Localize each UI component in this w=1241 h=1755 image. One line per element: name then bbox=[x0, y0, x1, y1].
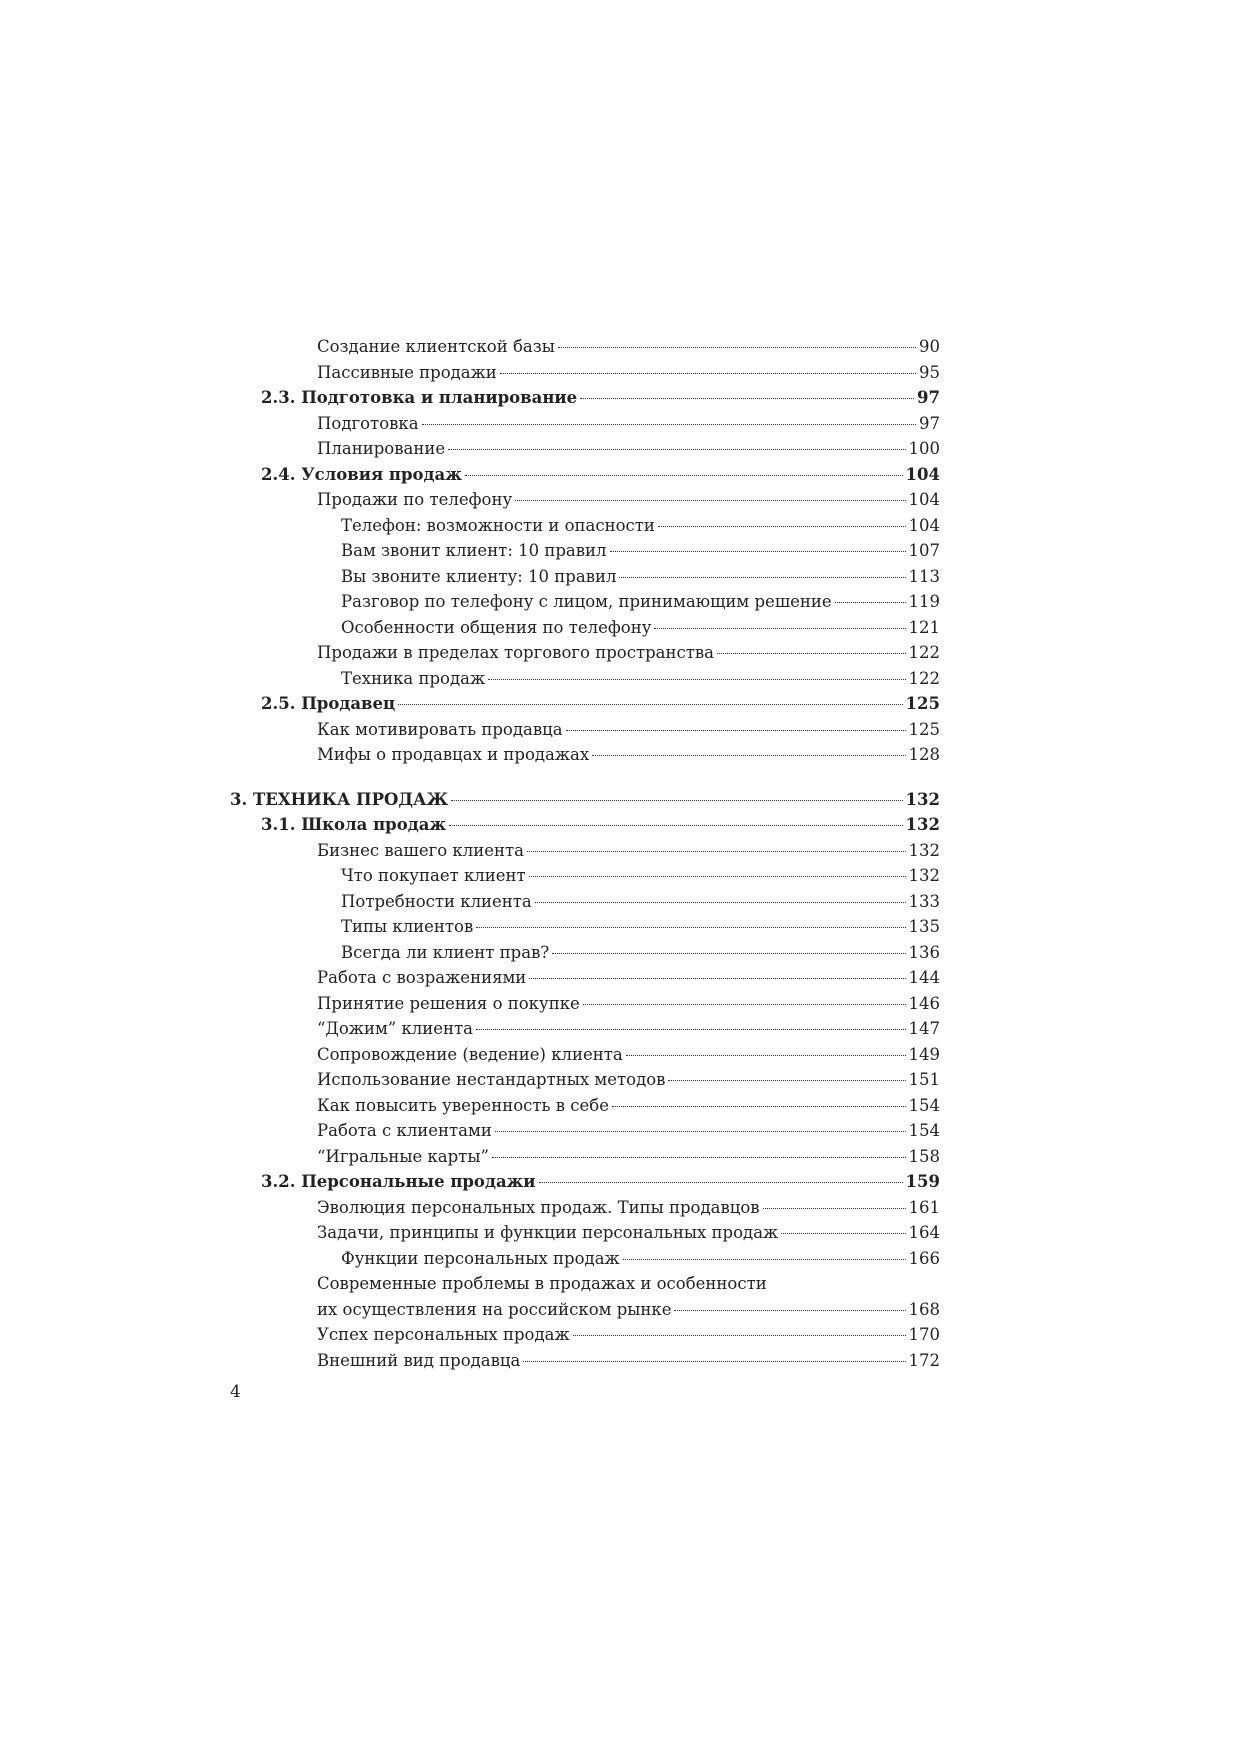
toc-entry-title: “Игральные карты” bbox=[317, 1146, 489, 1166]
toc-entry-page: 154 bbox=[908, 1095, 940, 1115]
toc-entry-title: Как повысить уверенность в себе bbox=[317, 1095, 609, 1115]
toc-entry bbox=[230, 334, 940, 360]
toc-entry bbox=[230, 462, 940, 488]
toc-entry-title: 3. ТЕХНИКА ПРОДАЖ bbox=[230, 789, 449, 809]
toc-entry bbox=[230, 691, 940, 717]
dot-leader bbox=[674, 1310, 905, 1311]
toc-entry-title: Бизнес вашего клиента bbox=[317, 840, 524, 860]
toc-entry-title: 3.1. Школа продаж bbox=[261, 815, 447, 834]
toc-entry-title: Телефон: возможности и опасности bbox=[341, 515, 655, 535]
toc-block-tail bbox=[230, 1322, 940, 1373]
toc-entry-title: Техника продаж bbox=[341, 668, 486, 688]
toc-entry-title: Мифы о продавцах и продажах bbox=[317, 745, 590, 764]
toc-entry-page: 104 bbox=[908, 490, 940, 509]
dot-leader bbox=[523, 1361, 905, 1362]
toc-entry-page: 149 bbox=[908, 1044, 940, 1064]
toc-entry-page: 161 bbox=[908, 1197, 940, 1217]
toc-entry-title-line1: Современные проблемы в продажах и особенности bbox=[317, 1274, 767, 1293]
toc-entry bbox=[230, 666, 940, 692]
toc-entry-title: Продажи по телефону bbox=[317, 490, 513, 509]
toc-entry-title: Функции персональных продаж bbox=[341, 1248, 620, 1268]
toc-entry-page: 121 bbox=[908, 617, 940, 637]
toc-entry-page: 170 bbox=[908, 1325, 940, 1344]
dot-leader bbox=[610, 551, 906, 552]
toc-entry bbox=[230, 812, 940, 838]
dot-leader bbox=[654, 628, 905, 629]
toc-entry bbox=[230, 513, 940, 539]
dot-leader bbox=[451, 800, 902, 801]
toc-entry bbox=[230, 411, 940, 437]
toc-entry bbox=[230, 1042, 940, 1068]
toc-entry-page: 154 bbox=[908, 1121, 940, 1140]
dot-leader bbox=[580, 398, 914, 399]
chapter-gap bbox=[230, 768, 940, 787]
toc-entry-title: 3.2. Персональные продажи bbox=[261, 1172, 536, 1191]
toc-entry-page: 146 bbox=[908, 993, 940, 1013]
dot-leader bbox=[583, 1004, 906, 1005]
toc-entry-title: 2.4. Условия продаж bbox=[261, 464, 462, 484]
toc-entry bbox=[230, 1144, 940, 1170]
dot-leader bbox=[529, 876, 906, 877]
toc-entry bbox=[230, 1118, 940, 1144]
toc-entry bbox=[230, 538, 940, 564]
toc-entry bbox=[230, 787, 940, 813]
toc-entry-title: Планирование bbox=[317, 439, 446, 458]
dot-leader bbox=[781, 1233, 905, 1234]
toc-entry bbox=[230, 360, 940, 386]
toc-entry-page: 147 bbox=[908, 1019, 940, 1038]
toc-entry-page: 135 bbox=[908, 917, 940, 936]
toc-entry-title: Внешний вид продавца bbox=[317, 1350, 521, 1370]
toc-entry-title: 2.3. Подготовка и планирование bbox=[261, 388, 578, 407]
toc-entry-title: Пассивные продажи bbox=[317, 362, 497, 382]
toc-entry-title: Всегда ли клиент прав? bbox=[341, 942, 550, 962]
toc-entry-page: 104 bbox=[905, 464, 940, 484]
toc-entry-page: 100 bbox=[908, 439, 940, 458]
toc-entry-page: 166 bbox=[908, 1248, 940, 1268]
dot-leader bbox=[529, 978, 905, 979]
dot-leader bbox=[566, 730, 906, 731]
toc-entry bbox=[230, 838, 940, 864]
toc-entry bbox=[230, 1067, 940, 1093]
toc-entry-page: 128 bbox=[908, 745, 940, 764]
page-number: 4 bbox=[230, 1382, 241, 1402]
toc-entry bbox=[230, 385, 940, 411]
toc-entry bbox=[230, 717, 940, 743]
toc-entry bbox=[230, 564, 940, 590]
toc-entry-title: Создание клиентской базы bbox=[317, 337, 555, 356]
toc-entry-page: 119 bbox=[908, 592, 940, 611]
dot-leader bbox=[835, 602, 906, 603]
toc-entry-page: 132 bbox=[905, 789, 940, 809]
dot-leader bbox=[476, 1029, 906, 1030]
toc-entry-page: 113 bbox=[908, 566, 940, 586]
toc-entry bbox=[230, 742, 940, 768]
toc-entry-page: 122 bbox=[908, 668, 940, 688]
toc-entry-page: 144 bbox=[908, 968, 940, 987]
toc-entry-title: 2.5. Продавец bbox=[261, 694, 396, 713]
toc-entry-page: 125 bbox=[905, 694, 940, 713]
toc-entry bbox=[230, 640, 940, 666]
toc-entry-page: 122 bbox=[908, 643, 940, 662]
dot-leader bbox=[626, 1055, 906, 1056]
dot-leader bbox=[592, 755, 905, 756]
dot-leader bbox=[476, 927, 905, 928]
toc-entry-page: 136 bbox=[908, 942, 940, 962]
toc-entry-page: 158 bbox=[908, 1146, 940, 1166]
toc-entry-title: Задачи, принципы и функции персональных продаж bbox=[317, 1223, 779, 1242]
toc-entry-title: Особенности общения по телефону bbox=[341, 617, 652, 637]
toc-entry bbox=[230, 940, 940, 966]
dot-leader bbox=[465, 475, 903, 476]
toc-entry bbox=[230, 1093, 940, 1119]
dot-leader bbox=[558, 347, 916, 348]
dot-leader bbox=[500, 373, 916, 374]
dot-leader bbox=[448, 449, 905, 450]
dot-leader bbox=[515, 500, 905, 501]
toc-entry-title-line2: их осуществления на российском рынке bbox=[317, 1299, 672, 1319]
toc-entry bbox=[230, 1348, 940, 1374]
toc-entry-line2 bbox=[317, 1297, 940, 1323]
toc-entry bbox=[230, 1220, 940, 1246]
toc-entry-page: 132 bbox=[908, 866, 940, 885]
toc-entry-page: 151 bbox=[908, 1070, 940, 1089]
toc-entry bbox=[230, 965, 940, 991]
dot-leader bbox=[717, 653, 906, 654]
toc-entry-page: 132 bbox=[905, 815, 940, 834]
toc-entry-page: 164 bbox=[908, 1223, 940, 1242]
toc-entry-page: 125 bbox=[908, 719, 940, 739]
table-of-contents bbox=[230, 334, 940, 1373]
toc-entry bbox=[230, 589, 940, 615]
toc-entry-multiline bbox=[230, 1271, 940, 1322]
toc-entry-page: 104 bbox=[908, 515, 940, 535]
toc-entry-title: Сопровождение (ведение) клиента bbox=[317, 1044, 623, 1064]
toc-entry-title: Эволюция персональных продаж. Типы продавцов bbox=[317, 1197, 760, 1217]
toc-entry-title: “Дожим” клиента bbox=[317, 1019, 473, 1038]
dot-leader bbox=[527, 851, 906, 852]
toc-entry-title: Разговор по телефону с лицом, принимающим решение bbox=[341, 592, 832, 611]
dot-leader bbox=[495, 1131, 906, 1132]
dot-leader bbox=[763, 1208, 906, 1209]
toc-entry-title: Подготовка bbox=[317, 413, 419, 433]
toc-entry-title: Использование нестандартных методов bbox=[317, 1070, 666, 1089]
dot-leader bbox=[619, 577, 905, 578]
toc-entry-page: 168 bbox=[908, 1299, 940, 1319]
dot-leader bbox=[573, 1335, 906, 1336]
toc-entry-page: 133 bbox=[908, 891, 940, 911]
toc-entry-page: 172 bbox=[908, 1350, 940, 1370]
toc-entry bbox=[230, 1016, 940, 1042]
dot-leader bbox=[492, 1157, 906, 1158]
toc-entry-page: 95 bbox=[919, 362, 940, 382]
toc-entry-page: 132 bbox=[908, 840, 940, 860]
dot-leader bbox=[539, 1182, 903, 1183]
dot-leader bbox=[668, 1080, 905, 1081]
toc-entry-title: Как мотивировать продавца bbox=[317, 719, 563, 739]
toc-entry bbox=[230, 487, 940, 513]
toc-entry-title: Принятие решения о покупке bbox=[317, 993, 580, 1013]
toc-entry bbox=[230, 991, 940, 1017]
toc-entry-page: 97 bbox=[919, 413, 940, 433]
toc-block-chapter-3 bbox=[230, 787, 940, 1272]
toc-entry-title: Продажи в пределах торгового пространства bbox=[317, 643, 714, 662]
toc-entry bbox=[230, 863, 940, 889]
toc-entry bbox=[230, 1195, 940, 1221]
toc-entry-title: Успех персональных продаж bbox=[317, 1325, 570, 1344]
toc-entry bbox=[230, 1169, 940, 1195]
dot-leader bbox=[552, 953, 905, 954]
toc-entry bbox=[230, 615, 940, 641]
dot-leader bbox=[449, 825, 902, 826]
dot-leader bbox=[535, 902, 906, 903]
toc-block-chapter-2 bbox=[230, 334, 940, 768]
toc-entry-title: Типы клиентов bbox=[341, 917, 474, 936]
toc-entry-page: 90 bbox=[919, 337, 940, 356]
dot-leader bbox=[422, 424, 916, 425]
toc-entry-title: Работа с возражениями bbox=[317, 968, 527, 987]
toc-entry-title: Потребности клиента bbox=[341, 891, 532, 911]
dot-leader bbox=[658, 526, 906, 527]
dot-leader bbox=[623, 1259, 906, 1260]
toc-entry bbox=[230, 436, 940, 462]
toc-entry-title: Вы звоните клиенту: 10 правил bbox=[341, 566, 617, 586]
toc-entry bbox=[230, 1322, 940, 1348]
toc-entry-title: Вам звонит клиент: 10 правил bbox=[341, 541, 607, 560]
dot-leader bbox=[488, 679, 905, 680]
toc-entry-page: 159 bbox=[905, 1172, 940, 1191]
toc-entry-page: 107 bbox=[908, 541, 940, 560]
toc-entry bbox=[230, 889, 940, 915]
toc-entry-page: 97 bbox=[917, 388, 940, 407]
toc-entry bbox=[230, 1246, 940, 1272]
toc-entry-title: Работа с клиентами bbox=[317, 1121, 492, 1140]
toc-entry-title: Что покупает клиент bbox=[341, 866, 526, 885]
dot-leader bbox=[398, 704, 902, 705]
toc-entry bbox=[230, 914, 940, 940]
dot-leader bbox=[612, 1106, 906, 1107]
